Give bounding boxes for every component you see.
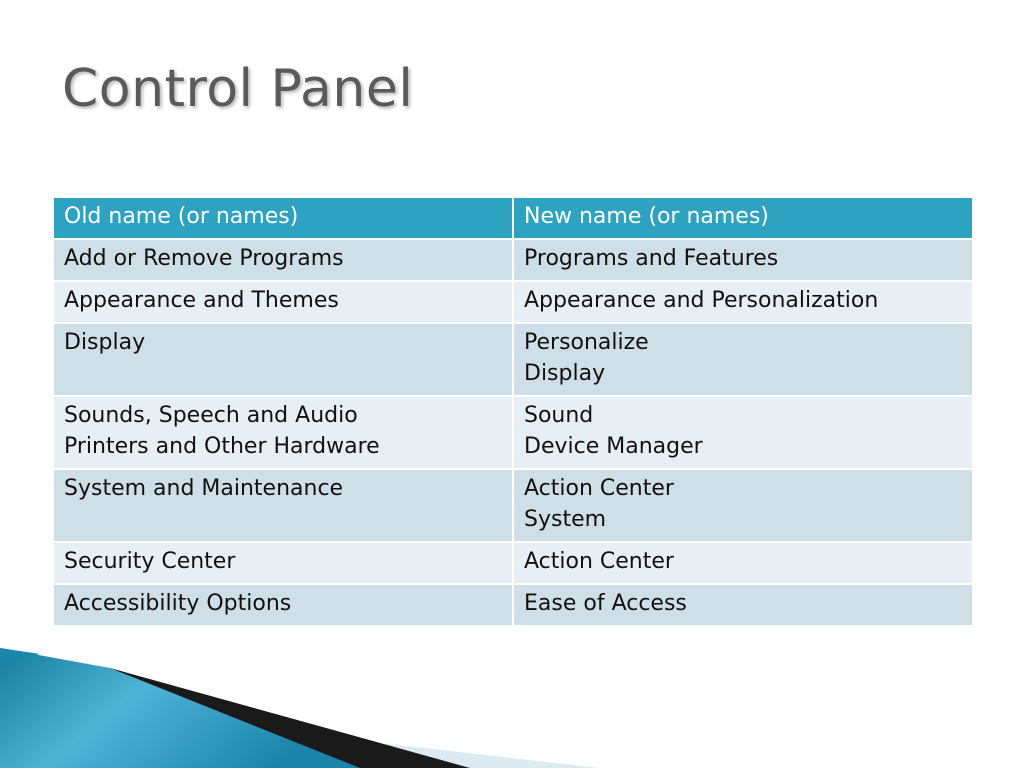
old-name-cell bbox=[53, 281, 513, 323]
cell-text: Appearance and Themes bbox=[64, 288, 339, 313]
table-row bbox=[53, 542, 973, 584]
table-row bbox=[53, 239, 973, 281]
table-row bbox=[53, 469, 973, 542]
control-panel-rename-table bbox=[52, 196, 974, 627]
swoosh-blue-tip bbox=[0, 648, 40, 662]
cell-text: Sound bbox=[524, 403, 594, 428]
cell-text: Action Center bbox=[524, 549, 674, 574]
cell-text: Appearance and Personalization bbox=[524, 288, 879, 313]
cell-text: Personalize bbox=[524, 330, 649, 355]
cell-text: Printers and Other Hardware bbox=[64, 434, 380, 459]
old-name-cell bbox=[53, 396, 513, 469]
new-name-cell bbox=[513, 469, 973, 542]
header-new-name: New name (or names) bbox=[513, 197, 973, 239]
new-name-cell bbox=[513, 323, 973, 396]
old-name-cell bbox=[53, 584, 513, 626]
cell-text: Display bbox=[524, 361, 606, 386]
swoosh-dark-band bbox=[0, 668, 470, 768]
cell-text: Action Center bbox=[524, 476, 674, 501]
table-row bbox=[53, 281, 973, 323]
table-row bbox=[53, 396, 973, 469]
new-name-cell bbox=[513, 281, 973, 323]
header-old-name: Old name (or names) bbox=[53, 197, 513, 239]
old-name-cell bbox=[53, 469, 513, 542]
cell-text: Security Center bbox=[64, 549, 236, 574]
cell-text: System and Maintenance bbox=[64, 476, 344, 501]
table-row bbox=[53, 323, 973, 396]
cell-text: Ease of Access bbox=[524, 591, 687, 616]
cell-text: Device Manager bbox=[524, 434, 703, 459]
cell-text: Accessibility Options bbox=[64, 591, 292, 616]
old-name-cell bbox=[53, 323, 513, 396]
table-row bbox=[53, 584, 973, 626]
cell-text: Programs and Features bbox=[524, 246, 779, 271]
old-name-cell bbox=[53, 239, 513, 281]
new-name-cell bbox=[513, 542, 973, 584]
cell-text: System bbox=[524, 507, 607, 532]
swoosh-blue-band bbox=[0, 648, 360, 768]
cell-text: Sounds, Speech and Audio bbox=[64, 403, 358, 428]
swoosh-light-band bbox=[0, 700, 600, 768]
table-header-row bbox=[53, 197, 973, 239]
new-name-cell bbox=[513, 396, 973, 469]
new-name-cell bbox=[513, 584, 973, 626]
new-name-cell bbox=[513, 239, 973, 281]
old-name-cell bbox=[53, 542, 513, 584]
cell-text: Display bbox=[64, 330, 146, 355]
slide-title: Control Panel bbox=[62, 59, 414, 119]
cell-text: Add or Remove Programs bbox=[64, 246, 344, 271]
